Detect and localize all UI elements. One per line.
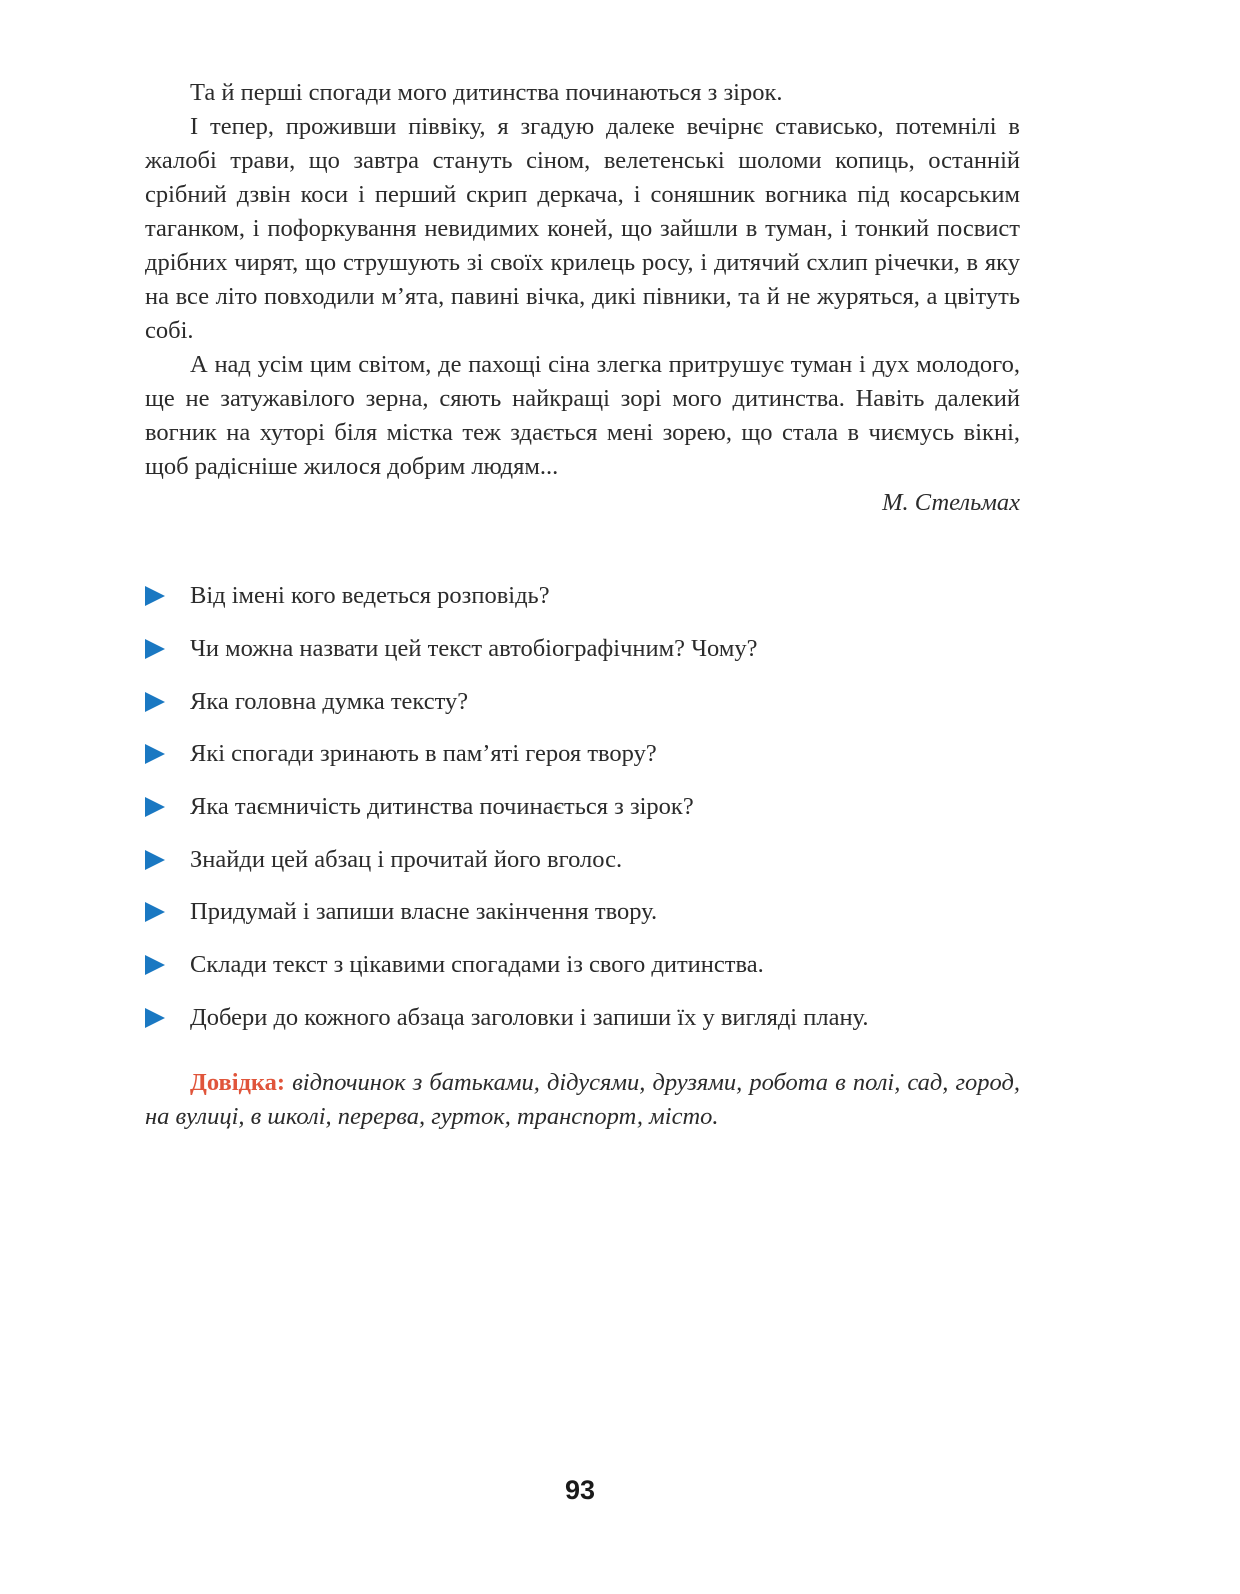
triangle-right-icon [145,586,165,606]
task-text: Яка головна думка тексту? [190,687,469,715]
task-list [145,570,1020,1044]
triangle-right-icon [145,639,165,659]
excerpt-paragraph-2: І тепер, проживши піввіку, я згадую далеке вечірнє стависько, потемнілі в жалобі трави, що завтра стануть сіном, велетенські шоломи копиць, останній срібний дзвін коси і перший скрип деркача, і соняшник вогника під косарським таганком, і пофоркування невидимих коней, що зайшли в туман, і тонкий посвист дрібних чирят, що струшують зі своїх крилець росу, і дитячий схлип річечки, в яку на все літо повходили м’ята, павині вічка, дикі півники, та й не журяться, а цвітуть собі. [145,113,1020,344]
task-text: Знайди цей абзац і прочитай його вголос. [190,845,623,873]
triangle-right-icon [145,1008,165,1028]
task-text: Склади текст з цікавими спогадами із свого дитинства. [190,951,764,979]
task-text: Від імені кого ведеться розповідь? [190,582,550,610]
task-item [145,781,1020,834]
task-text: Придумай і запиши власне закінчення твору. [190,898,658,926]
textbook-page [145,76,1020,1159]
triangle-right-icon [145,692,165,712]
task-item [145,886,1020,939]
task-text: Які спогади зринають в пам’яті героя твору? [190,740,657,768]
excerpt-paragraph-3: А над усім цим світом, де пахощі сіна злегка притрушує туман і дух молодого, ще не затужавілого зерна, сяють найкращі зорі мого дитинства. Навіть далекий вогник на хуторі біля містка теж здається мені зорею, що стала в чиємусь вікні, щоб радісніше жилося добрим людям... [145,351,1020,480]
task-item [145,833,1020,886]
task-item [145,623,1020,676]
task-text: Чи можна назвати цей текст автобіографічним? Чому? [190,635,758,663]
task-text: Добери до кожного абзаца заголовки і запиши їх у вигляді плану. [190,1003,869,1031]
task-item [145,675,1020,728]
task-item [145,570,1020,623]
task-item [145,728,1020,781]
triangle-right-icon [145,850,165,870]
reference-label: Довідка: [190,1069,286,1097]
excerpt-author: М. Стельмах [882,489,1020,516]
reference-text: відпочинок з батьками, дідусями, друзями, робота в полі, сад, город, на вулиці, в школі, перерва, гурток, транспорт, місто. [145,1069,1021,1131]
triangle-right-icon [145,902,165,922]
task-item [145,939,1020,992]
page-number: 93 [564,1475,596,1505]
reference-note [145,1066,1020,1134]
triangle-right-icon [145,744,165,764]
excerpt-paragraph-1: Та й перші спогади мого дитинства починаються з зірок. [190,79,783,106]
literary-excerpt [145,76,1020,520]
triangle-right-icon [145,797,165,817]
triangle-right-icon [145,955,165,975]
task-item [145,992,1020,1045]
task-text: Яка таємничість дитинства починається з зірок? [190,793,694,821]
